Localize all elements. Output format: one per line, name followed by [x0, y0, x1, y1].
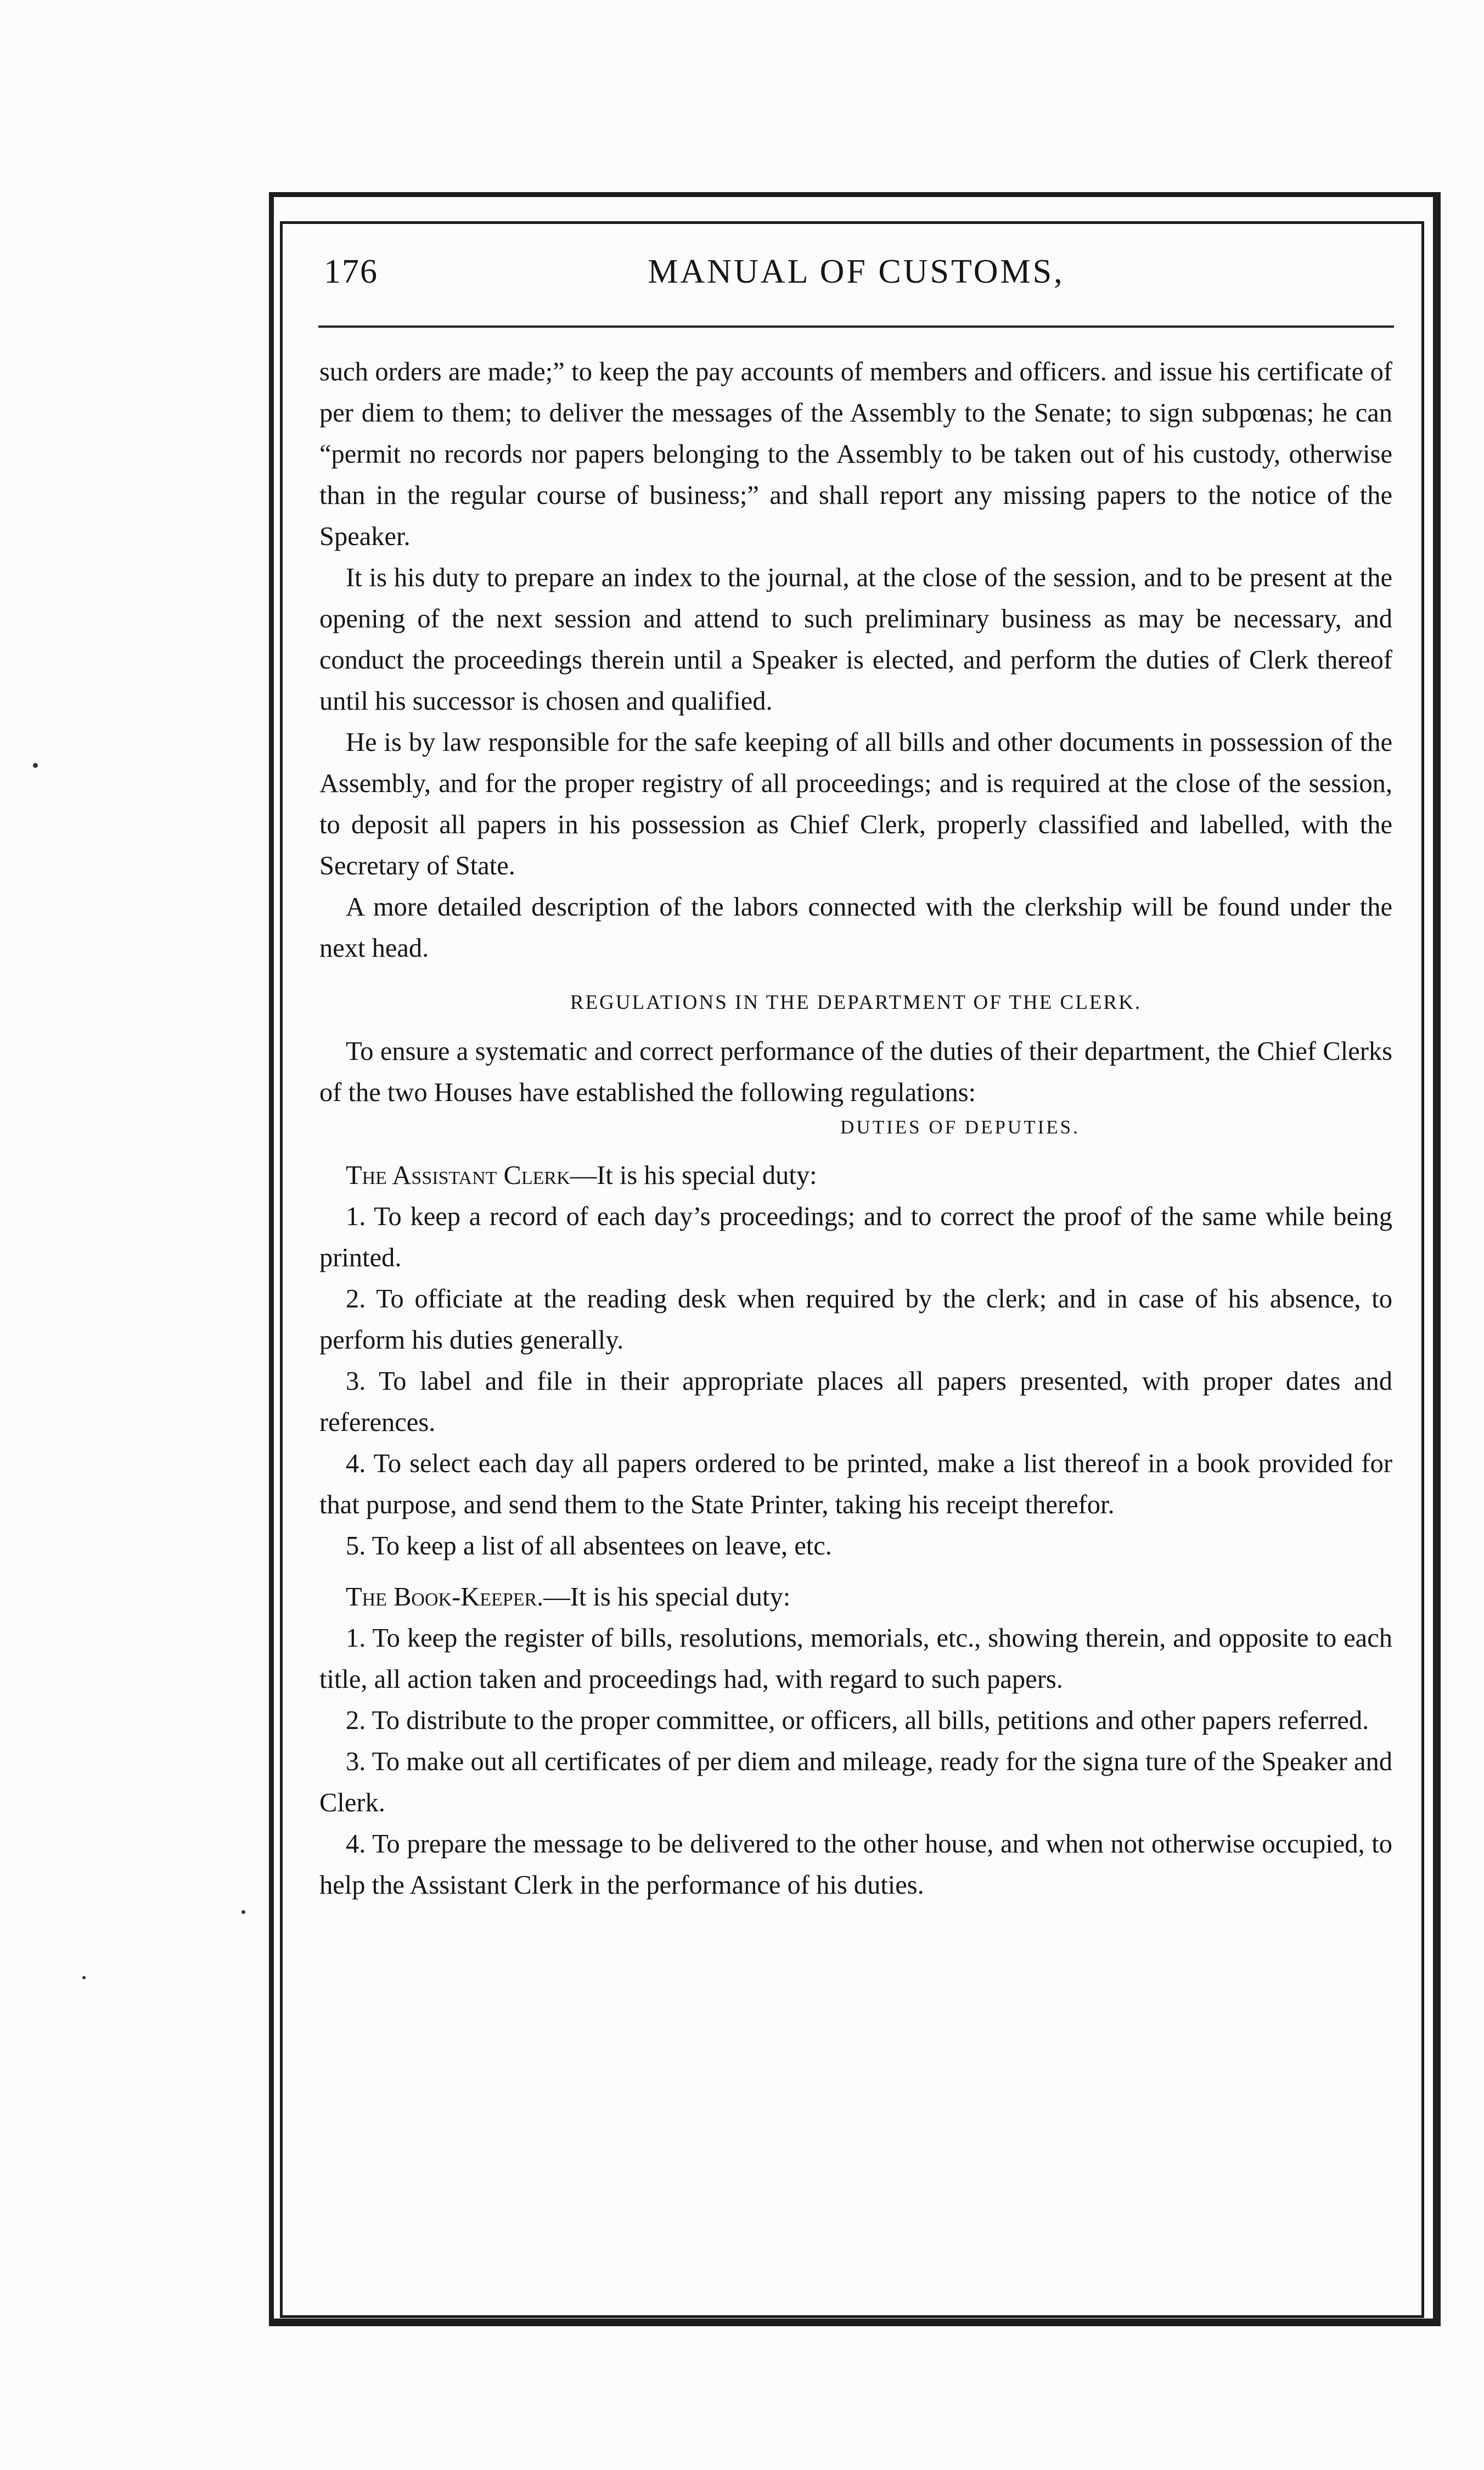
bookkeeper-duty-4: 4. To prepare the message to be delivered to the other house, and when not otherwise occupied, to help the Assistant Clerk in the performance of his duties.	[319, 1829, 1392, 1900]
assistant-duty-3: 3. To label and file in their appropriate places all papers presented, with proper dates and references.	[319, 1367, 1392, 1437]
assistant-duty-5: 5. To keep a list of all absentees on leave, etc.	[346, 1531, 832, 1560]
bookkeeper-duty-3: 3. To make out all certificates of per diem and mileage, ready for the signa ture of the Speaker and Clerk.	[319, 1747, 1392, 1817]
page-body	[319, 351, 1392, 1906]
header-rule	[318, 325, 1394, 328]
scan-speck	[241, 1910, 245, 1914]
paragraph-1: such orders are made;” to keep the pay accounts of members and officers. and issue his certificate of per diem to them; to deliver the messages of the Assembly to the Senate; to sign subpœnas; he can “permit no records nor papers belonging to the Assembly to be taken out of his custody, otherwise than in the regular course of business;” and shall report any missing papers to the notice of the Speaker.	[319, 357, 1392, 551]
bookkeeper-intro-text: —It is his special duty:	[543, 1582, 791, 1612]
assistant-duty-2: 2. To officiate at the reading desk when required by the clerk; and in case of his absence, to perform his duties generally.	[319, 1284, 1392, 1355]
assistant-clerk-intro-text: —It is his special duty:	[570, 1161, 817, 1190]
section-heading: REGULATIONS IN THE DEPARTMENT OF THE CLERK.	[570, 991, 1142, 1014]
scan-speck	[33, 763, 38, 768]
assistant-clerk-intro	[319, 1155, 1392, 1196]
bookkeeper-intro	[319, 1576, 1392, 1618]
page-header	[318, 247, 1394, 307]
paragraph-5: To ensure a systematic and correct performance of the duties of their department, the Chief Clerks of the two Houses have established the following regulations:	[319, 1037, 1392, 1107]
paragraph-3: He is by law responsible for the safe keeping of all bills and other documents in possession of the Assembly, and for the proper registry of all proceedings; and is required at the close of the session, to deposit all papers in his possession as Chief Clerk, properly classified and labelled, with the Secretary of State.	[319, 728, 1392, 880]
running-title: MANUAL OF CUSTOMS,	[648, 253, 1065, 290]
assistant-duty-4: 4. To select each day all papers ordered to be printed, make a list thereof in a book provided for that purpose, and send them to the State Printer, taking his receipt therefor.	[319, 1449, 1392, 1519]
spacer	[319, 1567, 1392, 1576]
subheading: DUTIES OF DEPUTIES.	[840, 1116, 1080, 1138]
bookkeeper-title: The Book-Keeper.	[346, 1582, 544, 1612]
paragraph-4: A more detailed description of the labors connected with the clerkship will be found under the next head.	[319, 892, 1392, 963]
bookkeeper-duty-2: 2. To distribute to the proper committee, or officers, all bills, petitions and other papers referred.	[346, 1706, 1369, 1735]
paragraph-2: It is his duty to prepare an index to the journal, at the close of the session, and to be present at the opening of the next session and attend to such preliminary business as may be necessary, and conduct the proceedings therein until a Speaker is elected, and perform the duties of Clerk thereof until his successor is chosen and qualified.	[319, 563, 1392, 716]
page-number: 176	[324, 253, 378, 290]
assistant-duty-1: 1. To keep a record of each day’s proceedings; and to correct the proof of the same while being printed.	[319, 1202, 1392, 1272]
scan-speck	[82, 1976, 86, 1979]
assistant-clerk-title: The Assistant Clerk	[346, 1161, 570, 1190]
bookkeeper-duty-1: 1. To keep the register of bills, resolutions, memorials, etc., showing therein, and opposite to each title, all action taken and proceedings had, with regard to such papers.	[319, 1624, 1392, 1694]
